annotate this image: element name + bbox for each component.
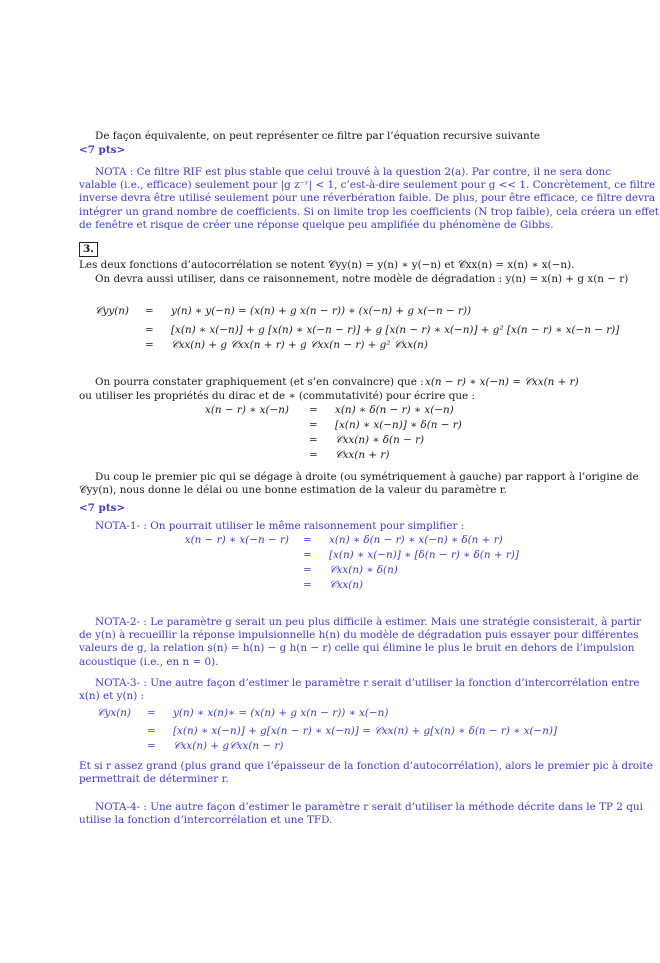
eq-rhs: 𝒞xx(n) ∗ δ(n − r) xyxy=(335,434,425,446)
nota-line: valeurs de g, la relation s(n) = h(n) − g h(n − r) celle qui élimine le plus le bruit en dehors de l’impulsion xyxy=(79,642,635,655)
eq-equals: = xyxy=(145,305,154,317)
nota-3-after xyxy=(79,760,653,786)
eq-lhs: 𝒞yy(n) xyxy=(94,305,129,317)
graph-line xyxy=(79,376,596,389)
nota-line: NOTA : Ce filtre RIF est plus stable que celui trouvé à la question 2(a). Par contre, il ne sera donc xyxy=(95,166,612,178)
eq-equals: = xyxy=(303,549,312,561)
section-number xyxy=(79,242,596,257)
eq-rhs: [x(n) ∗ x(−n)] + g[x(n − r) ∗ x(−n)] = 𝒞xx(n) + g[x(n) ∗ δ(n − r) ∗ x(−n)] xyxy=(173,725,558,737)
eq-lhs: x(n − r) ∗ x(−n − r) xyxy=(184,534,289,546)
section-line: Les deux fonctions d’autocorrélation se notent 𝒞yy(n) = y(n) ∗ y(−n) et 𝒞xx(n) = x(n) ∗ x(−n). xyxy=(79,259,575,271)
eq-rhs: x(n) ∗ δ(n − r) ∗ x(−n) ∗ δ(n + r) xyxy=(329,534,503,546)
points-badge: <7 pts> xyxy=(79,144,126,156)
eq-equals: = xyxy=(303,579,312,591)
eq-equals: = xyxy=(147,707,156,719)
nota-line: NOTA-4- : Une autre façon d’estimer le paramètre r serait d’utiliser la méthode décrite dans le TP 2 qui xyxy=(95,801,643,813)
eq-rhs: 𝒞xx(n) ∗ δ(n) xyxy=(329,564,398,576)
eq-rhs: y(n) ∗ y(−n) = (x(n) + g x(n − r)) ∗ (x(−n) + g x(−n − r)) xyxy=(171,305,472,317)
nota-line: de fenêtre et risque de créer une réponse quelque peu amplifiée du phénomène de Gibbs. xyxy=(79,218,554,231)
points-badge: <7 pts> xyxy=(79,502,126,514)
nota-3-paragraph xyxy=(79,677,640,703)
section-number-box: 3. xyxy=(79,242,98,257)
nota-4-paragraph xyxy=(79,801,643,827)
eq-rhs: [x(n) ∗ x(−n)] + g [x(n) ∗ x(−n − r)] + g [x(n − r) ∗ x(−n)] + g² [x(n − r) ∗ x(−n − r)] xyxy=(171,324,620,336)
nota-2-paragraph xyxy=(79,616,642,669)
nota-line: valable (i.e., efficace) seulement pour |g z⁻ʳ| < 1, c’est-à-dire seulement pour g << 1. Concrètement, ce filtre xyxy=(79,179,656,192)
eq-equals: = xyxy=(145,339,154,351)
eq-equals: = xyxy=(309,434,318,446)
nota-line: NOTA-2- : Le paramètre g serait un peu plus difficile à estimer. Mais une stratégie consisterait, à partir xyxy=(95,616,642,628)
nota-paragraph xyxy=(79,166,659,232)
eq-equals: = xyxy=(147,740,156,752)
graph-equation: x(n − r) ∗ x(−n) = 𝒞xx(n + r) xyxy=(425,376,579,388)
eq-rhs: 𝒞xx(n + r) xyxy=(335,449,390,461)
eq-rhs: [x(n) ∗ x(−n)] ∗ [δ(n − r) ∗ δ(n + r)] xyxy=(329,549,519,561)
conclusion-paragraph xyxy=(79,471,639,497)
nota-line: intégrer un grand nombre de coefficients. Si on limite trop les coefficients (N trop faible), cela créera un effet xyxy=(79,205,659,218)
nota-line: de y(n) à recueillir la réponse impulsionnelle h(n) du modèle de dégradation puis essayer pour différentes xyxy=(79,629,639,642)
section-line: On devra aussi utiliser, dans ce raisonnement, notre modèle de dégradation : y(n) = x(n) + g x(n − r) xyxy=(95,273,629,285)
eq-equals: = xyxy=(309,404,318,416)
dirac-line: ou utiliser les propriétés du dirac et de ∗ (commutativité) pour écrire que : xyxy=(79,390,475,402)
eq-equals: = xyxy=(147,725,156,737)
conclusion-line: 𝒞yy(n), nous donne le délai ou une bonne estimation de la valeur du paramètre r. xyxy=(79,484,507,497)
conclusion-line: Du coup le premier pic qui se dégage à droite (ou symétriquement à gauche) par rapport à l’origine de xyxy=(95,471,639,483)
nota-line: Et si r assez grand (plus grand que l’épaisseur de la fonction d’autocorrélation), alors le premier pic à droite xyxy=(79,760,653,772)
eq-rhs: 𝒞xx(n) + g 𝒞xx(n + r) + g 𝒞xx(n − r) + g² 𝒞xx(n) xyxy=(171,339,428,351)
equation-cyx xyxy=(79,707,596,755)
nota-line: acoustique (i.e., en n = 0). xyxy=(79,655,219,668)
nota-1-line: NOTA-1- : On pourrait utiliser le même raisonnement pour simplifier : xyxy=(95,520,465,532)
eq-equals: = xyxy=(303,534,312,546)
eq-lhs: 𝒞yx(n) xyxy=(96,707,131,719)
nota-line: inverse devra être utilisé seulement pour une réverbération faible. De plus, pour être efficace, ce filtre devra xyxy=(79,192,656,205)
nota-line: utilise la fonction d’intercorrélation et une TFD. xyxy=(79,814,333,827)
eq-rhs: 𝒞xx(n) xyxy=(329,579,364,591)
eq-equals: = xyxy=(303,564,312,576)
intro-line: De façon équivalente, on peut représenter ce filtre par l’équation recursive suivante xyxy=(95,130,541,142)
eq-rhs: x(n) ∗ δ(n − r) ∗ x(−n) xyxy=(335,404,454,416)
eq-equals: = xyxy=(145,324,154,336)
eq-equals: = xyxy=(309,419,318,431)
nota-line: permettrait de déterminer r. xyxy=(79,773,229,786)
equation-dirac xyxy=(79,404,596,464)
eq-rhs: [x(n) ∗ x(−n)] ∗ δ(n − r) xyxy=(335,419,462,431)
nota-line: NOTA-3- : Une autre façon d’estimer le paramètre r serait d’utiliser la fonction d’intercorrélation entre xyxy=(95,677,640,689)
eq-rhs: y(n) ∗ x(n)∗ = (x(n) + g x(n − r)) ∗ x(−n) xyxy=(173,707,389,719)
graph-text: On pourra constater graphiquement (et s’en convaincre) que : xyxy=(95,376,424,388)
equation-nota-1 xyxy=(79,534,596,594)
nota-line: x(n) et y(n) : xyxy=(79,690,145,703)
equation-cyy xyxy=(79,305,620,354)
eq-rhs: 𝒞xx(n) + g𝒞xx(n − r) xyxy=(173,740,284,752)
eq-equals: = xyxy=(309,449,318,461)
eq-lhs: x(n − r) ∗ x(−n) xyxy=(205,404,289,416)
